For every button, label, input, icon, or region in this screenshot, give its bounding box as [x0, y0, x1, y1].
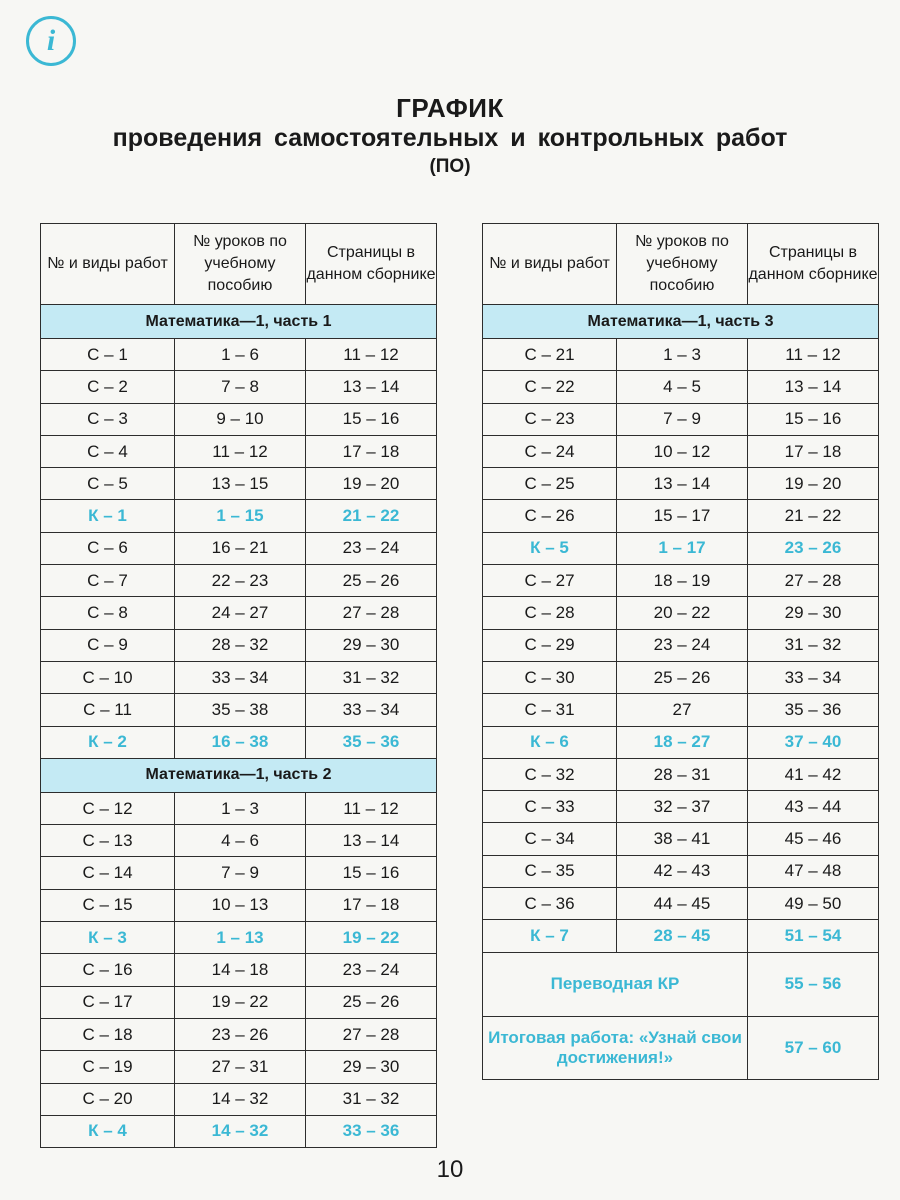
work-cell: С – 12	[41, 792, 175, 824]
table-row	[41, 889, 437, 921]
work-cell: С – 8	[41, 597, 175, 629]
table-row	[483, 371, 879, 403]
work-cell: К – 2	[41, 726, 175, 758]
lessons-cell: 16 – 21	[175, 532, 306, 564]
lessons-cell: 23 – 24	[617, 629, 748, 661]
pages-cell: 33 – 34	[306, 694, 437, 726]
table-row	[483, 791, 879, 823]
lessons-cell: 7 – 8	[175, 371, 306, 403]
lessons-cell: 10 – 13	[175, 889, 306, 921]
pages-cell: 23 – 26	[748, 532, 879, 564]
table-row	[41, 792, 437, 824]
section-title: Математика—1, часть 3	[483, 305, 879, 339]
work-cell: С – 33	[483, 791, 617, 823]
pages-cell: 29 – 30	[306, 1051, 437, 1083]
work-cell: С – 13	[41, 825, 175, 857]
table-row	[483, 920, 879, 952]
pages-cell: 27 – 28	[748, 565, 879, 597]
pages-cell: 17 – 18	[306, 435, 437, 467]
work-cell: К – 3	[41, 922, 175, 954]
table-row	[483, 694, 879, 726]
lessons-cell: 14 – 32	[175, 1083, 306, 1115]
summary-label: Переводная КР	[483, 952, 748, 1016]
summary-row	[483, 952, 879, 1016]
table-row	[483, 403, 879, 435]
summary-pages: 55 – 56	[748, 952, 879, 1016]
pages-cell: 11 – 12	[306, 339, 437, 371]
table-row	[41, 1018, 437, 1050]
section-title: Математика—1, часть 1	[41, 305, 437, 339]
pages-cell: 13 – 14	[306, 825, 437, 857]
work-cell: С – 29	[483, 629, 617, 661]
table-row	[41, 565, 437, 597]
lessons-cell: 13 – 15	[175, 468, 306, 500]
lessons-cell: 1 – 15	[175, 500, 306, 532]
work-cell: С – 23	[483, 403, 617, 435]
section-title: Математика—1, часть 2	[41, 758, 437, 792]
work-cell: С – 3	[41, 403, 175, 435]
lessons-cell: 1 – 17	[617, 532, 748, 564]
lessons-cell: 1 – 6	[175, 339, 306, 371]
table-row	[41, 532, 437, 564]
table-row	[41, 954, 437, 986]
table-row	[483, 823, 879, 855]
table-row	[41, 1083, 437, 1115]
work-cell: К – 4	[41, 1115, 175, 1147]
lessons-cell: 10 – 12	[617, 435, 748, 467]
table-row	[483, 855, 879, 887]
pages-cell: 41 – 42	[748, 758, 879, 790]
table-row	[41, 825, 437, 857]
table-row	[41, 629, 437, 661]
lessons-cell: 24 – 27	[175, 597, 306, 629]
pages-cell: 11 – 12	[748, 339, 879, 371]
table-row	[483, 597, 879, 629]
schedule-table-right	[482, 223, 879, 1080]
work-cell: С – 16	[41, 954, 175, 986]
work-cell: С – 22	[483, 371, 617, 403]
header-work: № и виды работ	[41, 224, 175, 305]
pages-cell: 15 – 16	[748, 403, 879, 435]
pages-cell: 25 – 26	[306, 565, 437, 597]
table-row	[41, 694, 437, 726]
pages-cell: 25 – 26	[306, 986, 437, 1018]
lessons-cell: 18 – 19	[617, 565, 748, 597]
work-cell: С – 18	[41, 1018, 175, 1050]
lessons-cell: 7 – 9	[617, 403, 748, 435]
pages-cell: 19 – 20	[748, 468, 879, 500]
work-cell: С – 25	[483, 468, 617, 500]
table-row	[41, 726, 437, 758]
work-cell: К – 5	[483, 532, 617, 564]
pages-cell: 45 – 46	[748, 823, 879, 855]
section-header-row	[483, 305, 879, 339]
lessons-cell: 13 – 14	[617, 468, 748, 500]
work-cell: С – 32	[483, 758, 617, 790]
work-cell: С – 7	[41, 565, 175, 597]
work-cell: С – 11	[41, 694, 175, 726]
pages-cell: 23 – 24	[306, 532, 437, 564]
lessons-cell: 20 – 22	[617, 597, 748, 629]
pages-cell: 29 – 30	[306, 629, 437, 661]
lessons-cell: 32 – 37	[617, 791, 748, 823]
pages-cell: 13 – 14	[306, 371, 437, 403]
lessons-cell: 28 – 45	[617, 920, 748, 952]
work-cell: С – 6	[41, 532, 175, 564]
lessons-cell: 28 – 32	[175, 629, 306, 661]
lessons-cell: 44 – 45	[617, 888, 748, 920]
table-row	[483, 435, 879, 467]
pages-cell: 47 – 48	[748, 855, 879, 887]
pages-cell: 35 – 36	[748, 694, 879, 726]
pages-cell: 35 – 36	[306, 726, 437, 758]
summary-label: Итоговая работа: «Узнай свои достижения!»	[483, 1016, 748, 1079]
work-cell: С – 14	[41, 857, 175, 889]
lessons-cell: 7 – 9	[175, 857, 306, 889]
work-cell: К – 1	[41, 500, 175, 532]
pages-cell: 17 – 18	[748, 435, 879, 467]
work-cell: С – 27	[483, 565, 617, 597]
work-cell: С – 36	[483, 888, 617, 920]
work-cell: С – 24	[483, 435, 617, 467]
pages-cell: 27 – 28	[306, 597, 437, 629]
info-icon: i	[26, 16, 76, 66]
work-cell: С – 4	[41, 435, 175, 467]
work-cell: С – 20	[41, 1083, 175, 1115]
lessons-cell: 35 – 38	[175, 694, 306, 726]
pages-cell: 19 – 22	[306, 922, 437, 954]
work-cell: С – 5	[41, 468, 175, 500]
pages-cell: 29 – 30	[748, 597, 879, 629]
lessons-cell: 28 – 31	[617, 758, 748, 790]
table-row	[41, 339, 437, 371]
table-row	[483, 565, 879, 597]
table-row	[483, 339, 879, 371]
pages-cell: 13 – 14	[748, 371, 879, 403]
section-header-row	[41, 758, 437, 792]
work-cell: С – 19	[41, 1051, 175, 1083]
pages-cell: 33 – 34	[748, 661, 879, 693]
work-cell: С – 2	[41, 371, 175, 403]
lessons-cell: 14 – 18	[175, 954, 306, 986]
page-subtitle-abbr: (ПО)	[429, 156, 471, 177]
lessons-cell: 18 – 27	[617, 726, 748, 758]
lessons-cell: 4 – 5	[617, 371, 748, 403]
work-cell: К – 6	[483, 726, 617, 758]
table-row	[483, 500, 879, 532]
pages-cell: 15 – 16	[306, 403, 437, 435]
table-row	[483, 758, 879, 790]
pages-cell: 21 – 22	[306, 500, 437, 532]
summary-row	[483, 1016, 879, 1079]
table-row	[483, 888, 879, 920]
lessons-cell: 27 – 31	[175, 1051, 306, 1083]
pages-cell: 33 – 36	[306, 1115, 437, 1147]
lessons-cell: 1 – 3	[617, 339, 748, 371]
summary-pages: 57 – 60	[748, 1016, 879, 1079]
pages-cell: 31 – 32	[306, 661, 437, 693]
pages-cell: 27 – 28	[306, 1018, 437, 1050]
table-row	[41, 922, 437, 954]
table-row	[41, 435, 437, 467]
lessons-cell: 23 – 26	[175, 1018, 306, 1050]
lessons-cell: 4 – 6	[175, 825, 306, 857]
table-row	[483, 726, 879, 758]
lessons-cell: 22 – 23	[175, 565, 306, 597]
lessons-cell: 27	[617, 694, 748, 726]
work-cell: С – 26	[483, 500, 617, 532]
work-cell: С – 28	[483, 597, 617, 629]
lessons-cell: 15 – 17	[617, 500, 748, 532]
lessons-cell: 38 – 41	[617, 823, 748, 855]
page-number: 10	[436, 1156, 464, 1183]
pages-cell: 15 – 16	[306, 857, 437, 889]
lessons-cell: 19 – 22	[175, 986, 306, 1018]
lessons-cell: 42 – 43	[617, 855, 748, 887]
section-header-row	[41, 305, 437, 339]
header-lessons: № уроков по учебному пособию	[175, 224, 306, 305]
table-header-row	[41, 224, 437, 305]
pages-cell: 11 – 12	[306, 792, 437, 824]
table-row	[41, 1115, 437, 1147]
lessons-cell: 11 – 12	[175, 435, 306, 467]
pages-cell: 43 – 44	[748, 791, 879, 823]
pages-cell: 49 – 50	[748, 888, 879, 920]
table-row	[41, 500, 437, 532]
table-row	[483, 629, 879, 661]
header-work: № и виды работ	[483, 224, 617, 305]
pages-cell: 19 – 20	[306, 468, 437, 500]
work-cell: С – 1	[41, 339, 175, 371]
header-lessons: № уроков по учебному пособию	[617, 224, 748, 305]
table-row	[483, 661, 879, 693]
pages-cell: 37 – 40	[748, 726, 879, 758]
lessons-cell: 1 – 13	[175, 922, 306, 954]
work-cell: С – 31	[483, 694, 617, 726]
table-row	[41, 661, 437, 693]
table-row	[41, 371, 437, 403]
lessons-cell: 9 – 10	[175, 403, 306, 435]
work-cell: С – 9	[41, 629, 175, 661]
table-row	[41, 857, 437, 889]
table-row	[41, 986, 437, 1018]
work-cell: С – 34	[483, 823, 617, 855]
table-row	[41, 597, 437, 629]
table-row	[41, 1051, 437, 1083]
pages-cell: 31 – 32	[748, 629, 879, 661]
pages-cell: 51 – 54	[748, 920, 879, 952]
work-cell: С – 35	[483, 855, 617, 887]
table-row	[483, 468, 879, 500]
table-row	[41, 403, 437, 435]
lessons-cell: 33 – 34	[175, 661, 306, 693]
work-cell: К – 7	[483, 920, 617, 952]
page-title: ГРАФИК	[396, 93, 504, 123]
header-pages: Страницы в данном сборнике	[306, 224, 437, 305]
table-row	[483, 532, 879, 564]
schedule-table-left	[40, 223, 437, 1148]
pages-cell: 21 – 22	[748, 500, 879, 532]
table-header-row	[483, 224, 879, 305]
header-pages: Страницы в данном сборнике	[748, 224, 879, 305]
work-cell: С – 30	[483, 661, 617, 693]
lessons-cell: 25 – 26	[617, 661, 748, 693]
lessons-cell: 16 – 38	[175, 726, 306, 758]
work-cell: С – 15	[41, 889, 175, 921]
lessons-cell: 14 – 32	[175, 1115, 306, 1147]
pages-cell: 23 – 24	[306, 954, 437, 986]
page-subtitle: проведения самостоятельных и контрольных работ	[112, 124, 788, 152]
work-cell: С – 21	[483, 339, 617, 371]
work-cell: С – 17	[41, 986, 175, 1018]
lessons-cell: 1 – 3	[175, 792, 306, 824]
pages-cell: 17 – 18	[306, 889, 437, 921]
pages-cell: 31 – 32	[306, 1083, 437, 1115]
work-cell: С – 10	[41, 661, 175, 693]
table-row	[41, 468, 437, 500]
